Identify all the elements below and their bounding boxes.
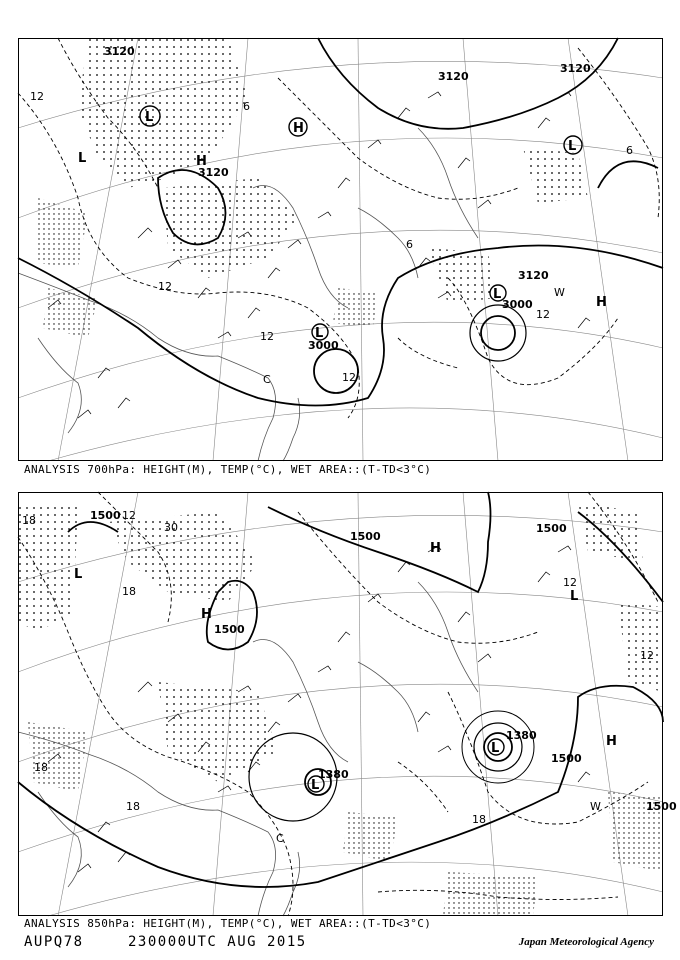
height-label: 3120 — [560, 62, 591, 75]
temp-label: 12 — [536, 308, 550, 321]
wet-area — [18, 502, 663, 782]
height-label: 3120 — [438, 70, 469, 83]
temp-label: 30 — [164, 521, 178, 534]
temp-label: 12 — [563, 576, 577, 589]
wet-area — [78, 38, 588, 303]
height-label: 1380 — [506, 729, 537, 742]
temp-label: 12 — [342, 371, 356, 384]
low-center-marker: L — [145, 110, 154, 125]
high-center-marker: H — [606, 734, 617, 749]
low-center-marker: L — [78, 151, 87, 166]
temp-label: 6 — [406, 238, 413, 251]
low-center-marker: L — [315, 326, 324, 341]
product-id: AUPQ78 — [24, 934, 84, 950]
temp-label: 18 — [126, 800, 140, 813]
low-center-marker: L — [568, 139, 577, 154]
temp-label: 18 — [34, 761, 48, 774]
cold-center-marker: C — [276, 832, 284, 845]
temp-label: 6 — [626, 144, 633, 157]
high-center-marker: H — [596, 295, 607, 310]
valid-time: 230000UTC AUG 2015 — [128, 934, 307, 950]
panel-caption-850hpa: ANALYSIS 850hPa: HEIGHT(M), TEMP(°C), WET AREA::(T-TD<3°C) — [24, 917, 432, 930]
temp-label: 6 — [243, 100, 250, 113]
height-label: 3120 — [104, 45, 135, 58]
map-850hpa-svg — [18, 492, 677, 916]
low-center-marker: L — [74, 567, 83, 582]
low-center-marker: L — [311, 778, 320, 793]
height-label: 1500 — [350, 530, 381, 543]
temp-label: 18 — [22, 514, 36, 527]
map-700hpa-svg — [18, 38, 663, 461]
temp-label: 12 — [158, 280, 172, 293]
temp-label: 12 — [122, 509, 136, 522]
cold-center-marker: C — [263, 373, 271, 386]
height-label: 3120 — [198, 166, 229, 179]
height-label: 1500 — [214, 623, 245, 636]
height-contours — [18, 492, 663, 887]
low-center-marker: L — [570, 589, 579, 604]
temp-label: 12 — [640, 649, 654, 662]
height-label: 3000 — [308, 339, 339, 352]
temp-label: 12 — [260, 330, 274, 343]
graticule — [18, 492, 663, 916]
low-center-marker: L — [491, 741, 500, 756]
height-label: 1500 — [90, 509, 121, 522]
height-label: 1500 — [646, 800, 677, 813]
temp-label: 18 — [472, 813, 486, 826]
warm-center-marker: W — [554, 286, 565, 299]
height-label: 3000 — [502, 298, 533, 311]
height-label: 1500 — [551, 752, 582, 765]
low-center-marker: L — [493, 287, 502, 302]
high-center-marker: H — [196, 154, 207, 169]
height-label: 1380 — [318, 768, 349, 781]
panel-caption-700hpa: ANALYSIS 700hPa: HEIGHT(M), TEMP(°C), WET AREA::(T-TD<3°C) — [24, 463, 432, 476]
map-panel-850hpa — [18, 492, 677, 916]
high-center-marker: H — [201, 607, 212, 622]
high-center-marker: H — [430, 541, 441, 556]
warm-center-marker: W — [590, 800, 601, 813]
temp-label: 18 — [122, 585, 136, 598]
agency-credit: Japan Meteorological Agency — [518, 936, 654, 948]
high-center-marker: H — [293, 121, 304, 136]
temp-label: 12 — [30, 90, 44, 103]
height-label: 3120 — [518, 269, 549, 282]
height-label: 1500 — [536, 522, 567, 535]
map-panel-700hpa — [18, 38, 663, 461]
